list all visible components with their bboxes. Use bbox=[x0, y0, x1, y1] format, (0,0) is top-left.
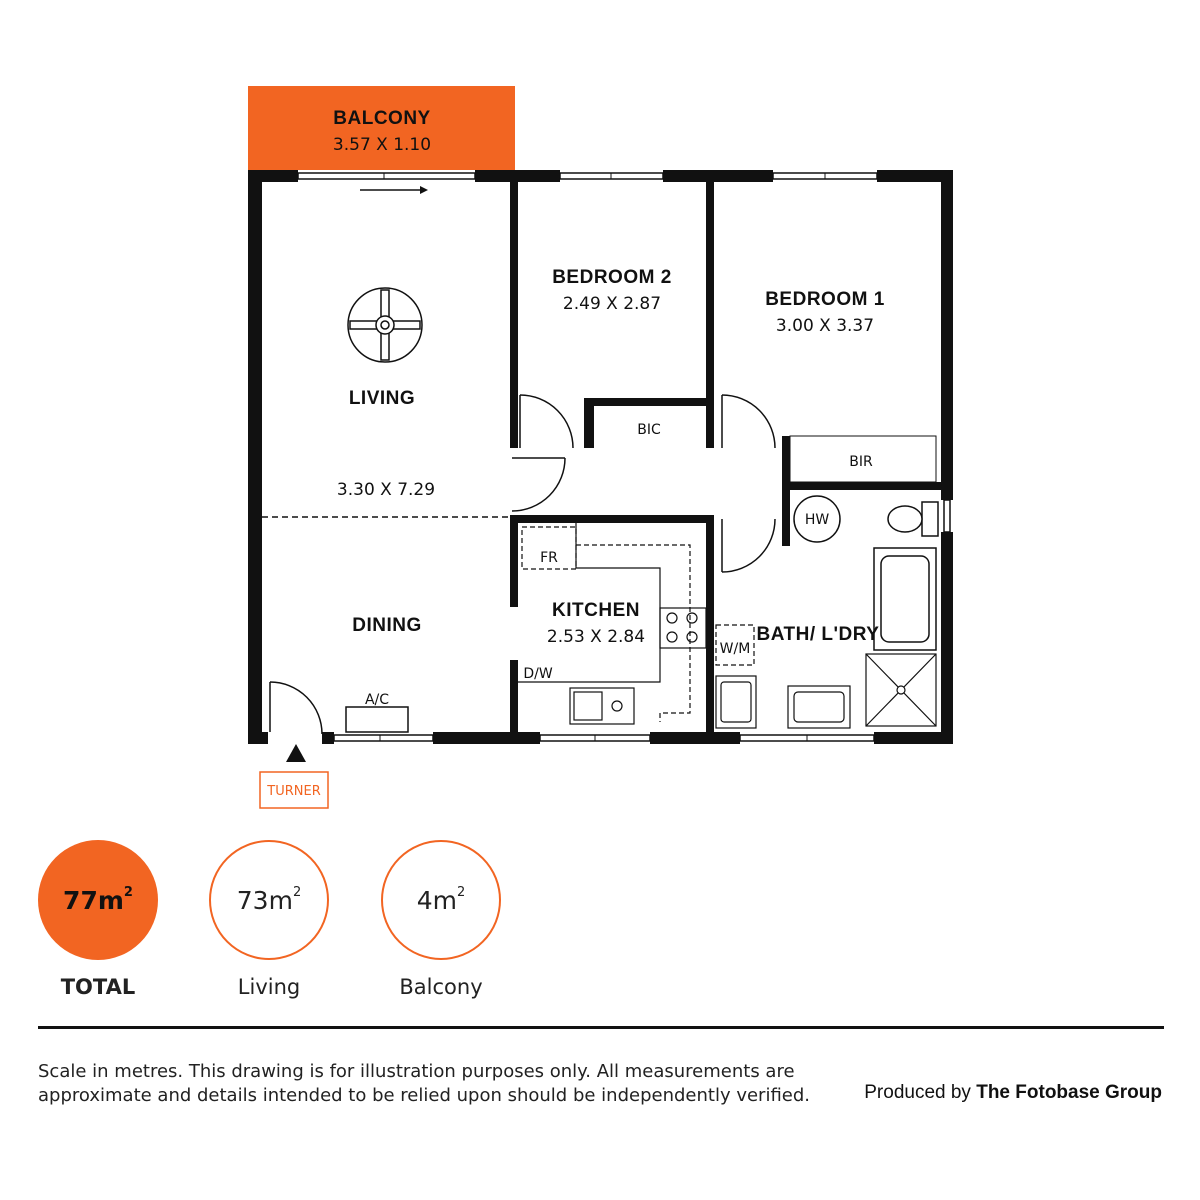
balcony-dims: 3.57 X 1.10 bbox=[332, 135, 432, 155]
footer-divider bbox=[38, 1026, 1164, 1029]
ceiling-fan-icon bbox=[348, 288, 422, 362]
bic-label: BIC bbox=[637, 422, 661, 438]
dishwasher-label: D/W bbox=[523, 666, 553, 682]
dining-name: DINING bbox=[352, 615, 422, 636]
kitchen-name: KITCHEN bbox=[552, 600, 640, 621]
producer-credit bbox=[864, 1082, 1162, 1104]
bath-name: BATH/ L'DRY bbox=[756, 624, 880, 645]
balcony-area-badge bbox=[381, 840, 501, 960]
living-dims: 3.30 X 7.29 bbox=[336, 480, 436, 500]
cooktop-icon bbox=[660, 608, 706, 648]
bedroom1-name: BEDROOM 1 bbox=[765, 289, 885, 310]
bathtub-icon bbox=[874, 548, 936, 650]
fridge-label: FR bbox=[540, 550, 558, 566]
bedroom1-dims: 3.00 X 3.37 bbox=[775, 316, 875, 336]
laundry-tub-icon bbox=[716, 676, 756, 728]
balcony-area-label: Balcony bbox=[399, 975, 483, 999]
living-area-unit: 2 bbox=[292, 885, 302, 901]
balcony-area-unit: 2 bbox=[456, 885, 466, 901]
entry-label: TURNER bbox=[267, 784, 321, 799]
interior-walls bbox=[510, 170, 947, 744]
wm-label: W/M bbox=[719, 641, 751, 657]
balcony-name: BALCONY bbox=[333, 108, 431, 129]
kitchen-dims: 2.53 X 2.84 bbox=[546, 627, 646, 647]
sink-icon bbox=[570, 688, 634, 724]
bedroom2-name: BEDROOM 2 bbox=[552, 267, 672, 288]
living-area-label: Living bbox=[237, 975, 301, 999]
disclaimer-text: Scale in metres. This drawing is for illustration purposes only. All measurements are approximate and details intended to be relied upon should be independently verified. bbox=[38, 1061, 811, 1106]
vanity-basin-icon bbox=[788, 686, 850, 728]
bedroom2-dims: 2.49 X 2.87 bbox=[562, 294, 662, 314]
bir-label: BIR bbox=[849, 454, 873, 470]
living-area-value: 73m bbox=[236, 885, 293, 915]
balcony-area-value: 4m bbox=[416, 885, 457, 915]
total-area-unit: 2 bbox=[123, 885, 133, 901]
entry-arrow-icon bbox=[286, 744, 306, 762]
producer-company: The Fotobase Group bbox=[976, 1082, 1162, 1103]
ac-unit bbox=[346, 707, 408, 732]
living-name: LIVING bbox=[348, 388, 416, 409]
total-area-badge bbox=[38, 840, 158, 960]
living-area-badge bbox=[209, 840, 329, 960]
ac-label: A/C bbox=[364, 692, 390, 708]
toilet-icon bbox=[888, 502, 938, 536]
shower-icon bbox=[866, 654, 936, 726]
total-area-value: 77m bbox=[63, 885, 124, 915]
produced-by-label: Produced by bbox=[864, 1082, 971, 1103]
hw-label: HW bbox=[804, 512, 830, 528]
outer-walls bbox=[248, 170, 953, 744]
total-area-label: TOTAL bbox=[60, 975, 136, 999]
